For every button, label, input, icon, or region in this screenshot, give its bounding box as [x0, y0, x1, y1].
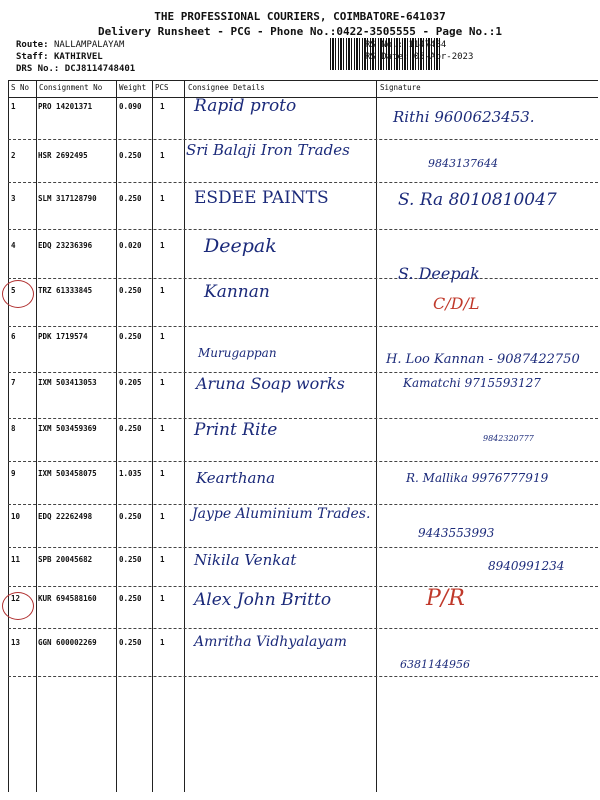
row-signature: Rithi 9600623453.	[393, 108, 535, 126]
row-consignment: IXM 503413053	[38, 378, 97, 387]
runsheet-table	[8, 80, 598, 792]
row-consignment: HSR 2692495	[38, 151, 88, 160]
col-sno: S No	[11, 83, 30, 92]
col-weight: Weight	[119, 83, 147, 92]
row-pcs: 1	[160, 512, 165, 521]
staff-line	[16, 52, 103, 62]
row-sno: 7	[11, 378, 16, 387]
row-weight: 0.250	[119, 151, 142, 160]
row-consignee: Kannan	[204, 282, 270, 302]
row-consignment: TRZ 61333845	[38, 286, 93, 295]
row-weight: 0.205	[119, 378, 142, 387]
staff-label: Staff:	[16, 52, 49, 62]
company-title: THE PROFESSIONAL COURIERS, COIMBATORE-641037	[154, 10, 446, 23]
drs-label: DRS No.:	[16, 64, 60, 74]
row-weight: 0.250	[119, 286, 142, 295]
row-weight: 1.035	[119, 469, 142, 478]
table-row	[8, 182, 598, 230]
row-consignment: PRO 14201371	[38, 102, 93, 111]
row-pcs: 1	[160, 638, 165, 647]
row-consignee: Jaype Aluminium Trades.	[192, 506, 371, 522]
row-weight: 0.250	[119, 638, 142, 647]
row-consignee: Rapid proto	[194, 96, 297, 116]
drs-value: DCJ8114748401	[64, 64, 136, 74]
row-sno: 12	[11, 594, 21, 603]
row-pcs: 1	[160, 332, 165, 341]
row-pcs: 1	[160, 594, 165, 603]
row-consignee: Deepak	[204, 235, 277, 257]
row-signature: 9843137644	[428, 157, 498, 170]
row-consignment: GGN 600002269	[38, 638, 97, 647]
row-consignment: IXM 503459369	[38, 424, 97, 433]
row-signature: 8940991234	[488, 559, 565, 573]
route-label: Route:	[16, 40, 49, 50]
row-signature: P/R	[426, 586, 465, 611]
row-signature: R. Mallika 9976777919	[406, 471, 549, 485]
col-signature: Signature	[380, 83, 421, 92]
row-consignee: Murugappan	[198, 346, 277, 360]
row-weight: 0.250	[119, 424, 142, 433]
col-consignment: Consignment No	[39, 83, 103, 92]
row-signature: S. Ra 8010810047	[398, 190, 557, 210]
table-row	[8, 139, 598, 183]
route-line	[16, 40, 124, 50]
table-row	[8, 461, 598, 505]
row-pcs: 1	[160, 286, 165, 295]
row-pcs: 1	[160, 151, 165, 160]
row-signature: H. Loo Kannan - 9087422750	[386, 352, 580, 367]
row-pcs: 1	[160, 194, 165, 203]
row-weight: 0.250	[119, 555, 142, 564]
row-signature: S. Deepak	[398, 264, 480, 283]
row-consignment: KUR 694588160	[38, 594, 97, 603]
row-sno: 4	[11, 241, 16, 250]
table-row	[8, 326, 598, 373]
row-pcs: 1	[160, 424, 165, 433]
row-pcs: 1	[160, 241, 165, 250]
rs-date: RS Date: 05-Apr-2023	[365, 52, 474, 62]
col-consignee: Consignee Details	[188, 83, 265, 92]
row-consignee: Sri Balaji Iron Trades	[186, 141, 350, 159]
row-consignment: SLM 317128790	[38, 194, 97, 203]
table-row	[8, 586, 598, 629]
row-sno: 11	[11, 555, 21, 564]
row-weight: 0.250	[119, 332, 142, 341]
rs-number: RS No.: 1147484	[365, 40, 447, 50]
row-consignee: ESDEE PAINTS	[194, 188, 329, 208]
row-consignee: Alex John Britto	[194, 590, 332, 610]
table-row	[8, 96, 598, 140]
row-signature: 6381144956	[400, 658, 470, 671]
table-row	[8, 229, 598, 279]
row-weight: 0.020	[119, 241, 142, 250]
col-pcs: PCS	[155, 83, 169, 92]
row-consignment: IXM 503458075	[38, 469, 97, 478]
row-weight: 0.250	[119, 594, 142, 603]
row-signature: Kamatchi 9715593127	[403, 376, 541, 390]
staff-value: KATHIRVEL	[53, 52, 103, 62]
table-row	[8, 628, 598, 677]
red-note: C/D/L	[433, 294, 480, 313]
row-pcs: 1	[160, 102, 165, 111]
row-sno: 10	[11, 512, 21, 521]
circle-mark	[2, 280, 34, 308]
row-consignment: SPB 20045682	[38, 555, 93, 564]
row-consignee: Amritha Vidhyalayam	[194, 634, 347, 650]
row-consignee: Kearthana	[196, 469, 276, 487]
row-weight: 0.250	[119, 194, 142, 203]
circle-mark	[2, 592, 34, 620]
row-consignee: Aruna Soap works	[196, 374, 345, 393]
row-pcs: 1	[160, 469, 165, 478]
row-note: 9842320777	[483, 434, 534, 443]
row-consignment: PDK 1719574	[38, 332, 88, 341]
table-row	[8, 547, 598, 587]
row-sno: 9	[11, 469, 16, 478]
row-consignee: Nikila Venkat	[194, 551, 297, 569]
table-row	[8, 372, 598, 419]
row-sno: 8	[11, 424, 16, 433]
row-signature: 9443553993	[418, 526, 495, 540]
row-sno: 6	[11, 332, 16, 341]
row-weight: 0.090	[119, 102, 142, 111]
row-consignment: EDQ 22262498	[38, 512, 93, 521]
row-sno: 3	[11, 194, 16, 203]
row-pcs: 1	[160, 378, 165, 387]
row-consignment: EDQ 23236396	[38, 241, 93, 250]
row-sno: 1	[11, 102, 16, 111]
row-consignee: Print Rite	[194, 420, 278, 440]
row-pcs: 1	[160, 555, 165, 564]
table-row	[8, 418, 598, 462]
table-row	[8, 504, 598, 548]
drs-line	[16, 64, 135, 74]
table-row	[8, 264, 598, 327]
runsheet-subtitle: Delivery Runsheet - PCG - Phone No.:0422-3505555 - Page No.:1	[98, 25, 502, 38]
row-sno: 13	[11, 638, 21, 647]
row-sno: 2	[11, 151, 16, 160]
row-sno: 5	[11, 286, 16, 295]
row-weight: 0.250	[119, 512, 142, 521]
route-value: NALLAMPALAYAM	[53, 40, 125, 50]
